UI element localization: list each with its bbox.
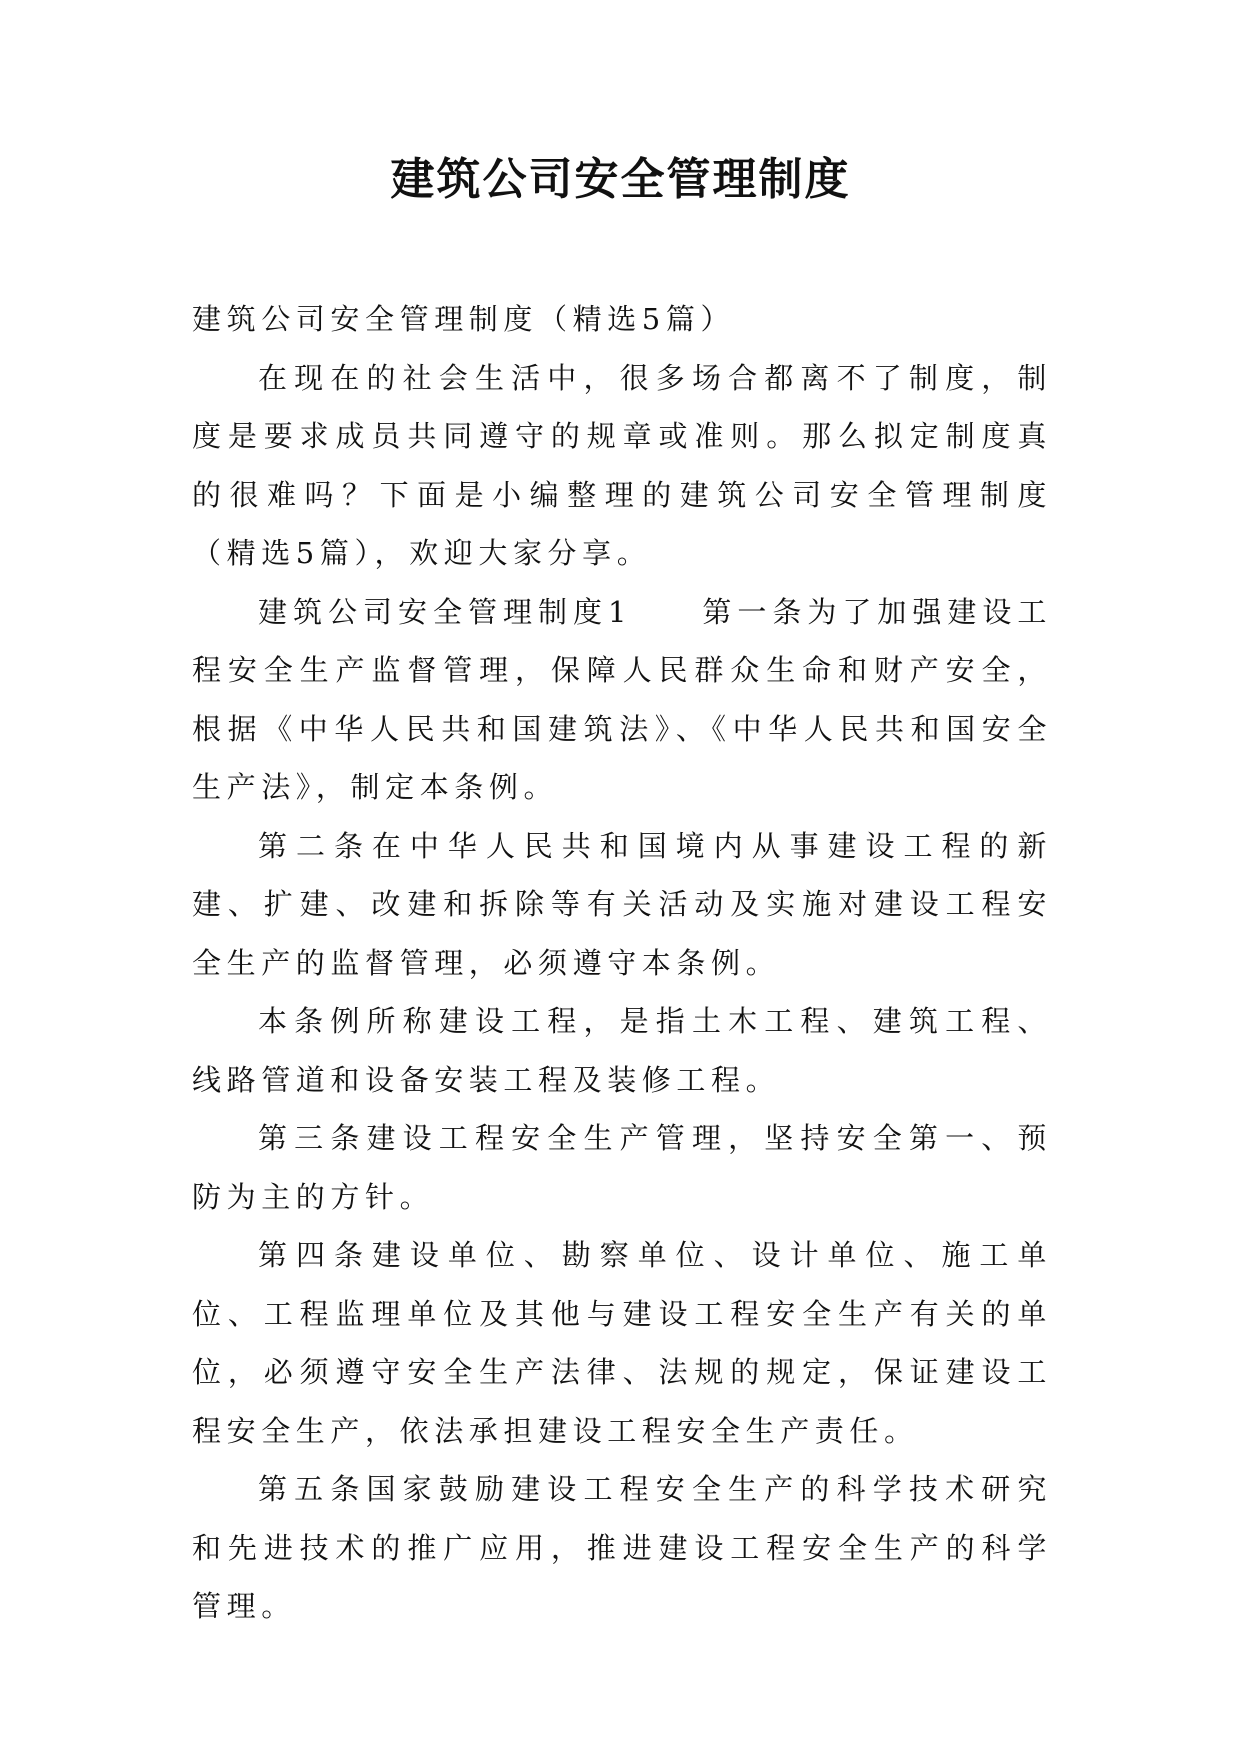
article-4-paragraph: 第四条建设单位、勘察单位、设计单位、施工单位、工程监理单位及其他与建设工程安全生产有关的单位，必须遵守安全生产法律、法规的规定，保证建设工程安全生产，依法承担建设工程安全生产责任。 (192, 1238, 1052, 1448)
article-5-paragraph: 第五条国家鼓励建设工程安全生产的科学技术研究和先进技术的推广应用，推进建设工程安全生产的科学管理。 (192, 1472, 1052, 1623)
subtitle-paragraph: 建筑公司安全管理制度（精选5篇） (192, 302, 736, 336)
article-3-paragraph: 第三条建设工程安全生产管理，坚持安全第一、预防为主的方针。 (192, 1121, 1052, 1214)
document-body (192, 290, 1052, 1636)
article-2-paragraph: 第二条在中华人民共和国境内从事建设工程的新建、扩建、改建和拆除等有关活动及实施对建设工程安全生产的监督管理，必须遵守本条例。 (192, 828, 1052, 980)
intro-paragraph: 在现在的社会生活中，很多场合都离不了制度，制度是要求成员共同遵守的规章或准则。那么拟定制度真的很难吗？下面是小编整理的建筑公司安全管理制度（精选5篇），欢迎大家分享。 (192, 360, 1052, 570)
document-title: 建筑公司安全管理制度 (390, 154, 851, 205)
article-1-paragraph: 建筑公司安全管理制度1 第一条为了加强建设工程安全生产监督管理，保障人民群众生命和财产安全，根据《中华人民共和国建筑法》、《中华人民共和国安全生产法》，制定本条例。 (192, 594, 1052, 804)
definition-paragraph: 本条例所称建设工程，是指土木工程、建筑工程、线路管道和设备安装工程及装修工程。 (192, 1004, 1052, 1097)
